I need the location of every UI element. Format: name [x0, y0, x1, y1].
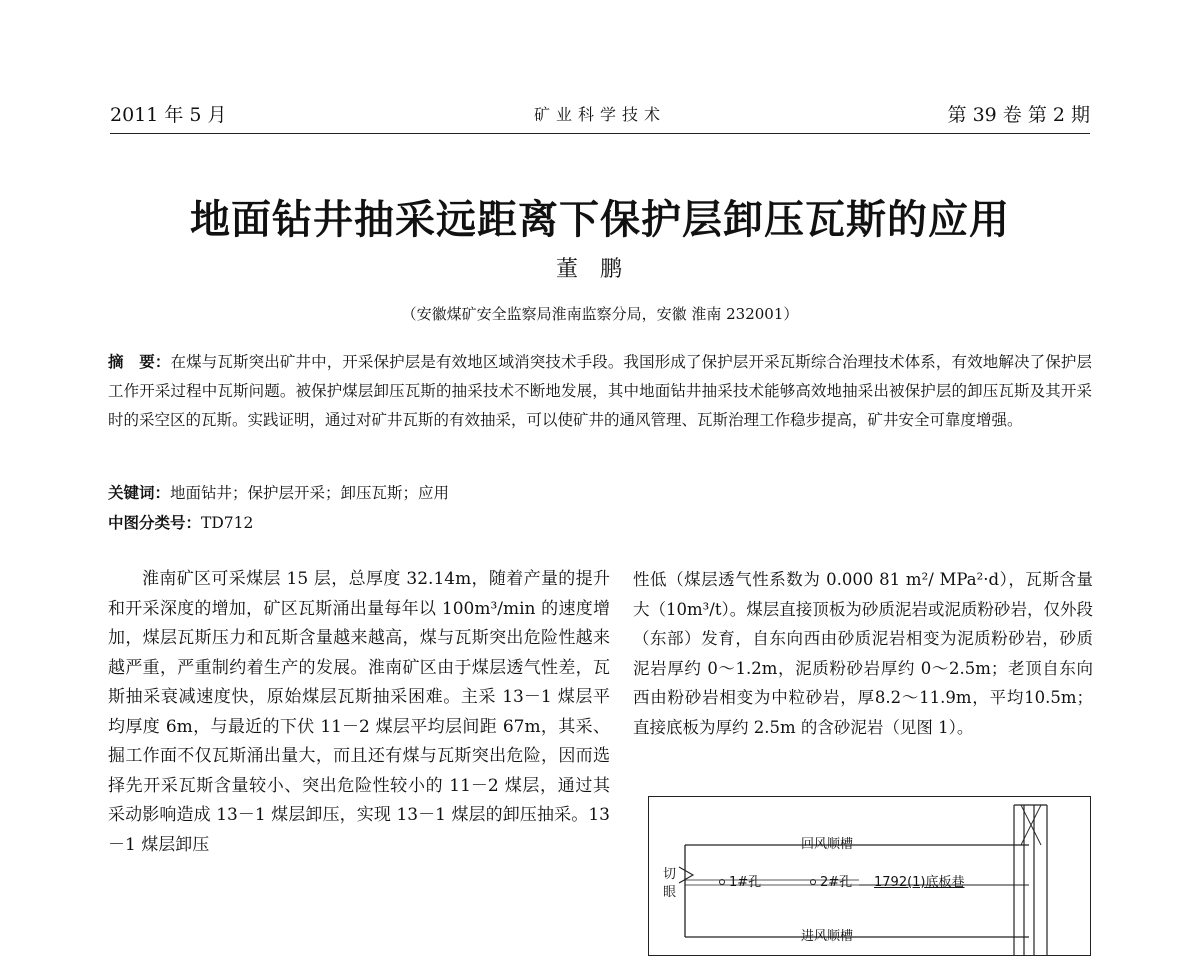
- body-paragraph-right: 性低（煤层透气性系数为 0.000 81 m²/ MPa²·d），瓦斯含量大（10m³/t）。煤层直接顶板为砂质泥岩或泥质粉砂岩，仅外段（东部）发育，自东向西由砂质泥岩相变为泥质粉砂岩，砂质泥岩厚约 0～1.2m，泥质粉砂岩厚约 0～2.5m；老顶自东向西由粉砂岩相变为中粒砂岩，厚8.2～11.9m，平均10.5m；直接底板为厚约 2.5m 的含砂泥岩（见图 1）。: [633, 570, 1093, 737]
- keywords-label: 关键词：: [108, 484, 171, 502]
- label-hole1: 1#孔: [729, 875, 762, 890]
- abstract-label: 摘 要：: [108, 353, 171, 371]
- author-affiliation: （安徽煤矿安全监察局淮南监察分局，安徽 淮南 232001）: [401, 305, 799, 323]
- running-header: [110, 100, 1090, 130]
- header-date: 2011 年 5 月: [110, 104, 227, 126]
- body-column-left: [108, 565, 610, 860]
- label-hole2: 2#孔: [820, 875, 853, 890]
- body-column-right: [633, 565, 1093, 742]
- figure-1-lines: [649, 797, 1091, 956]
- label-floor-roadway: 1792(1)底板巷: [874, 875, 965, 890]
- header-journal-name: 矿业科学技术: [533, 105, 666, 124]
- arrow-icon: [679, 867, 693, 883]
- label-return-airway: 回风顺槽: [801, 837, 854, 852]
- classification-label: 中图分类号：: [108, 514, 202, 532]
- keywords-text: 地面钻井；保护层开采；卸压瓦斯；应用: [170, 484, 450, 502]
- label-intake-airway: 进风顺槽: [801, 929, 854, 944]
- paper-author: 董鹏: [555, 257, 644, 282]
- abstract-text: 在煤与瓦斯突出矿井中，开采保护层是有效地区域消突技术手段。我国形成了保护层开采瓦斯综合治理技术体系，有效地解决了保护层工作开采过程中瓦斯问题。被保护煤层卸压瓦斯的抽采技术不断地发展，其中地面钻井抽采技术能够高效地抽采出被保护层的卸压瓦斯及其开采时的采空区的瓦斯。实践证明，通过对矿井瓦斯的有效抽采，可以使矿井的通风管理、瓦斯治理工作稳步提高，矿井安全可靠度增强。: [108, 353, 1092, 429]
- figure-1-diagram: [648, 796, 1091, 956]
- classification-number: [108, 511, 253, 533]
- label-cut-2: 眼: [663, 885, 677, 900]
- keywords: [108, 481, 449, 503]
- header-rule: [110, 133, 1090, 134]
- classification-value: TD712: [201, 514, 254, 532]
- label-cut-1: 切: [663, 867, 677, 882]
- body-paragraph-left: 淮南矿区可采煤层 15 层，总厚度 32.14m，随着产量的提升和开采深度的增加，矿区瓦斯涌出量每年以 100m³/min 的速度增加，煤层瓦斯压力和瓦斯含量越来越高，煤与瓦斯突出危险性越来越严重，严重制约着生产的发展。淮南矿区由于煤层透气性差，瓦斯抽采衰减速度快，原始煤层瓦斯抽采困难。主采 13－1 煤层平均厚度 6m，与最近的下伏 11－2 煤层平均层间距 67m，其采、掘工作面不仅瓦斯涌出量大，而且还有煤与瓦斯突出危险，因而选择先开采瓦斯含量较小、突出危险性较小的 11－2 煤层，通过其采动影响造成 13－1 煤层卸压，实现 13－1 煤层的卸压抽采。13－1 煤层卸压: [108, 569, 610, 855]
- paper-title: 地面钻井抽采远距离下保护层卸压瓦斯的应用: [190, 196, 1010, 243]
- header-issue: 第 39 卷 第 2 期: [947, 104, 1090, 126]
- abstract: [108, 348, 1092, 435]
